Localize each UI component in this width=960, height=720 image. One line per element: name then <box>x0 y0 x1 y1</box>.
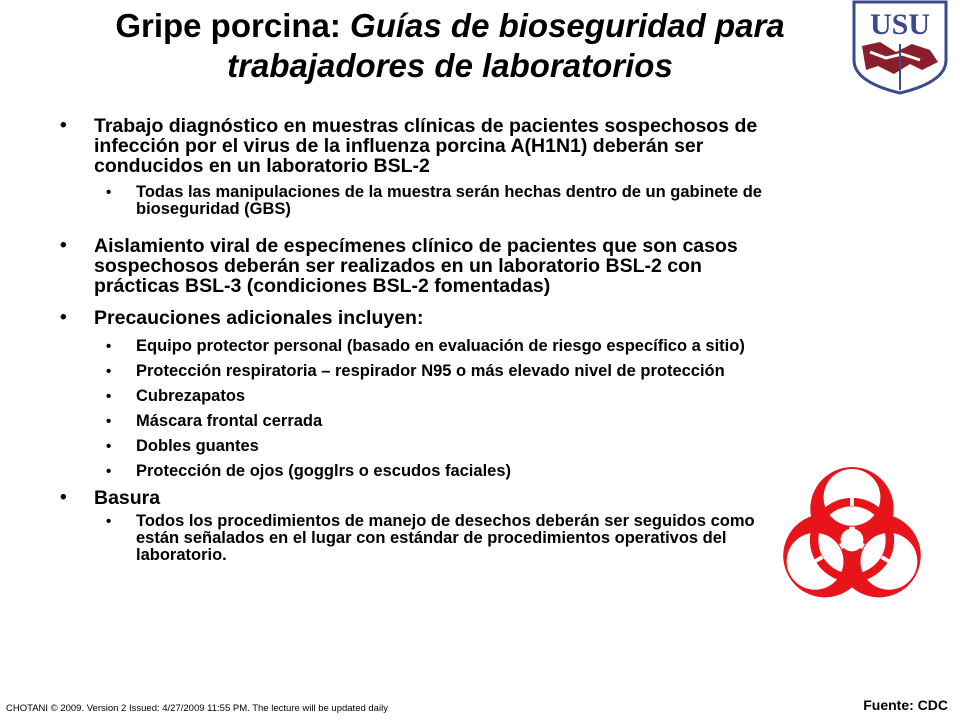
sub-bullet-3-1: • Equipo protector personal (basado en evaluación de riesgo específico a sitio) <box>56 338 768 355</box>
footer-source: Fuente: CDC <box>863 697 948 713</box>
usu-logo-icon <box>850 0 950 95</box>
bullet-2: • Aislamiento viral de especímenes clínico de pacientes que son casos sospechosos deberán ser realizados en un laboratorio BSL-2 con prácticas BSL-3 (condiciones BSL-2 fomentadas) <box>56 236 768 296</box>
sub-bullet-4-1: • Todos los procedimientos de manejo de desechos deberán ser seguidos como están señalados en el lugar con estándar de procedimientos operativos del laboratorio. <box>56 513 768 564</box>
title-part2: Guías de bioseguridad para <box>350 7 785 44</box>
sub-bullet-3-5: • Dobles guantes <box>56 438 768 455</box>
sub-bullet-3-3: • Cubrezapatos <box>56 388 768 405</box>
slide-body <box>56 116 768 564</box>
bullet-3: • Precauciones adicionales incluyen: <box>56 308 768 328</box>
bullet-4: • Basura <box>56 488 768 508</box>
logo-text: USU <box>869 8 931 41</box>
footer-copyright: CHOTANI © 2009. Version 2 Issued: 4/27/2009 11:55 PM. The lecture will be updated daily <box>6 703 388 714</box>
biohazard-icon <box>752 450 952 630</box>
bullet-1: • Trabajo diagnóstico en muestras clínicas de pacientes sospechosos de infección por el virus de la influenza porcina A(H1N1) deberán ser conducidos en un laboratorio BSL-2 <box>56 116 768 176</box>
sub-bullet-3-2: • Protección respiratoria – respirador N95 o más elevado nivel de protección <box>56 363 768 380</box>
title-line2: trabajadores de laboratorios <box>227 47 673 84</box>
sub-bullet-3-4: • Máscara frontal cerrada <box>56 413 768 430</box>
slide-title <box>60 6 840 86</box>
sub-bullet-1-1: • Todas las manipulaciones de la muestra serán hechas dentro de un gabinete de bioseguridad (GBS) <box>56 184 768 218</box>
sub-bullet-3-6: • Protección de ojos (gogglrs o escudos faciales) <box>56 463 768 480</box>
title-part1: Gripe porcina: <box>115 7 351 44</box>
